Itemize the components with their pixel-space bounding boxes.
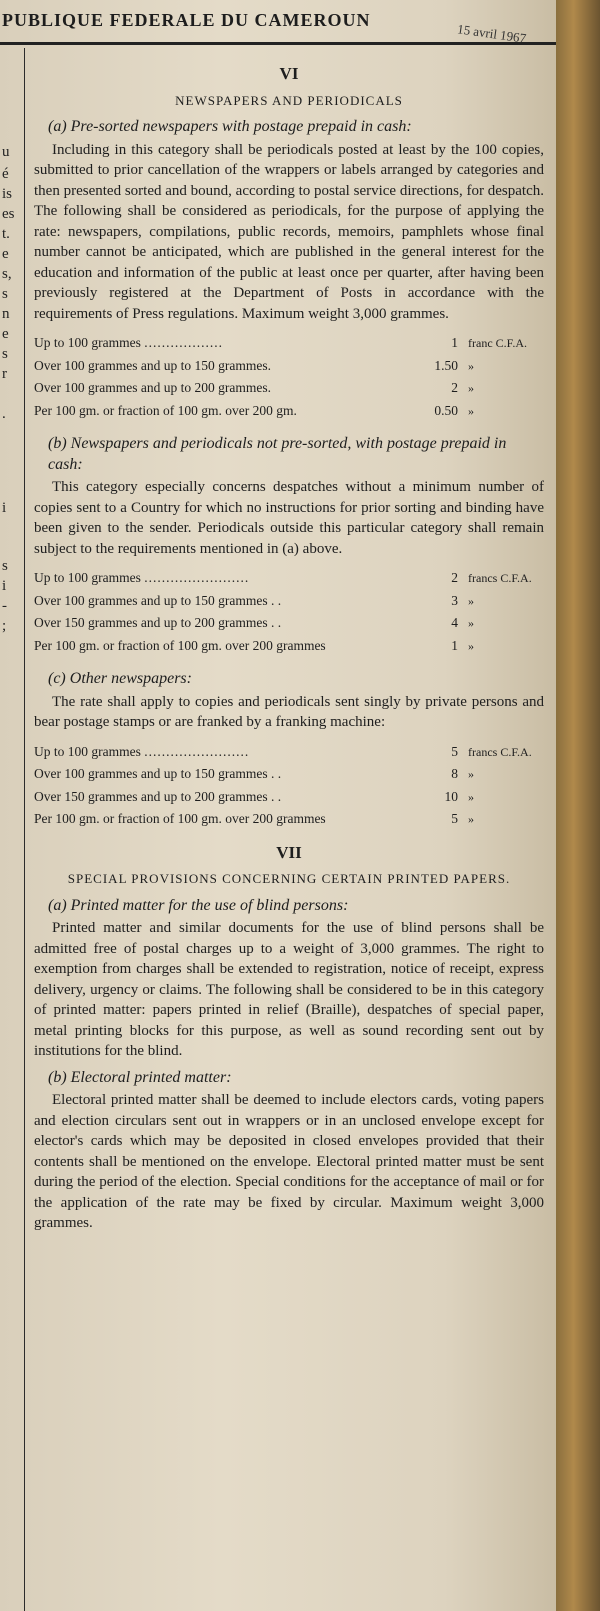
rate-label: Over 100 grammes and up to 200 grammes. (34, 380, 271, 395)
subsection-heading: (b) Newspapers and periodicals not pre-sorted, with postage prepaid in cash: (48, 435, 507, 473)
section-title: SPECIAL PROVISIONS CONCERNING CERTAIN PRINTED PAPERS. (67, 871, 511, 886)
rate-row (34, 741, 544, 764)
paragraph: Printed matter and similar documents for the use of blind persons shall be admitted free of postal charges up to a weight of 3,000 grammes. The right to exemption from charges shall be extended to registration, notice of receipt, express delivery, urgency or claims. The following shall be considered to be in this category of printed matter: papers printed in relief (Braille), despatches of special paper, metal printing blocks for this purpose, as well as sound recording sent out by institutions for the blind. (34, 920, 544, 1059)
rate-value: 5 (451, 743, 458, 759)
margin-fragment: n (2, 306, 10, 322)
rate-value: 1 (451, 637, 458, 653)
rate-value: 1 (451, 335, 458, 350)
margin-fragment: - (2, 598, 7, 614)
rate-value: 5 (451, 811, 458, 826)
paragraph: Including in this category shall be periodicals posted at least by the 100 copies, submitted to prior cancellation of the wrappers or labels arranged by categories and then presented sorted and bound, according to postal service directions, for despatch. The following shall be considered as periodicals, for the purpose of applying the rate: newspapers, compilations, public records, memoirs, pamphlets whose final number cannot be anticipated, which are published in the general interest for the education and information of the public at least once per quarter, after having been previously registered at the Department of Posts in accordance with the requirements of Press regulations. Maximum weight 3,000 grammes. (34, 141, 544, 322)
book-spine (556, 0, 600, 1611)
rate-value: 3 (451, 592, 458, 608)
margin-fragment: e (2, 246, 9, 262)
rate-label: Over 100 grammes and up to 150 grammes . . (34, 766, 282, 781)
rate-table (34, 567, 544, 657)
paragraph: This category especially concerns despatches without a minimum number of copies sent to a Country for which no instructions for prior sorting and binding have been given to the sender. Periodicals outside this particular category shall remain subject to the requirements mentioned in (a) above. (34, 479, 544, 557)
rate-unit: » (468, 403, 474, 418)
rate-value: 2 (451, 380, 458, 395)
rate-row (34, 763, 544, 786)
rate-row (34, 377, 544, 400)
rate-value: 8 (451, 766, 458, 781)
header-date: 15 avril 1967 (456, 21, 527, 46)
margin-fragment: s (2, 346, 8, 362)
rate-label: Over 150 grammes and up to 200 grammes . . (34, 615, 282, 630)
page-header (0, 6, 556, 45)
rate-unit: » (468, 593, 474, 608)
margin-fragment: i (2, 500, 7, 516)
leader-dots: ........................ (144, 570, 250, 585)
left-margin-column (0, 48, 25, 1611)
subsection-heading: (b) Electoral printed matter: (48, 1068, 232, 1086)
section-number: VI (279, 64, 299, 83)
subsection-heading: (a) Pre-sorted newspapers with postage prepaid in cash: (48, 118, 412, 135)
margin-fragment: e (2, 326, 9, 342)
rate-table (34, 741, 544, 831)
rate-row (34, 332, 544, 355)
rate-value: 2 (451, 570, 458, 585)
rate-label: Up to 100 grammes (34, 570, 141, 585)
rate-row (34, 808, 544, 831)
rate-unit: francs C.F.A. (468, 744, 532, 759)
rate-unit: » (468, 638, 474, 653)
rate-value: 1.50 (434, 357, 458, 373)
margin-fragment: r (2, 366, 7, 382)
rate-label: Up to 100 grammes (34, 743, 141, 759)
rate-value: 10 (444, 788, 458, 804)
margin-fragment: t. (2, 226, 10, 242)
rate-unit: francs C.F.A. (468, 571, 532, 585)
section-title: NEWSPAPERS AND PERIODICALS (175, 92, 403, 108)
rate-row (34, 635, 544, 658)
margin-fragment: u (2, 144, 10, 160)
margin-fragment: s, (2, 266, 12, 282)
rate-label: Per 100 gm. or fraction of 100 gm. over 200 grammes (34, 811, 326, 826)
rate-unit: franc C.F.A. (468, 336, 528, 350)
page-content (34, 60, 544, 1236)
paragraph: The rate shall apply to copies and periodicals sent singly by private persons and bear postage stamps or are franked by a franking machine: (34, 693, 544, 730)
section-number: VII (276, 842, 302, 862)
subsection-heading: (c) Other newspapers: (48, 670, 192, 687)
header-title: PUBLIQUE FEDERALE DU CAMEROUN (2, 10, 371, 30)
rate-table (34, 332, 544, 422)
rate-row (34, 567, 544, 590)
rate-unit: » (468, 358, 474, 373)
rate-row (34, 612, 544, 635)
margin-fragment: is (2, 186, 13, 202)
paragraph: Electoral printed matter shall be deemed to include electors cards, voting papers and election circulars sent out in wrappers or in an unclosed envelope except for elector's cards which may be deposited in closed envelopes provided that their contents shall be mentioned on the envelope. Electoral printed matter must be sent during the period of the election. Special conditions for the acceptance of mail or for the application of the rate may be fixed by circular. Maximum weight 3,000 grammes. (34, 1092, 544, 1231)
rate-unit: » (468, 812, 474, 826)
margin-fragment: es (2, 206, 15, 222)
margin-fragment: é (2, 166, 9, 182)
rate-label: Per 100 gm. or fraction of 100 gm. over 200 gm. (34, 402, 297, 418)
rate-label: Per 100 gm. or fraction of 100 gm. over 200 grammes (34, 637, 326, 653)
rate-unit: » (468, 789, 474, 804)
margin-fragment: s (2, 286, 8, 302)
margin-fragment: . (2, 406, 6, 422)
rate-row (34, 786, 544, 809)
margin-fragment: s (2, 558, 8, 574)
rate-row (34, 400, 544, 423)
rate-unit: » (468, 767, 474, 781)
rate-label: Up to 100 grammes (34, 335, 141, 350)
rate-row (34, 590, 544, 613)
rate-row (34, 355, 544, 378)
subsection-heading: (a) Printed matter for the use of blind persons: (48, 896, 349, 914)
leader-dots: ........................ (144, 743, 250, 759)
rate-value: 0.50 (434, 402, 458, 418)
rate-value: 4 (451, 615, 458, 630)
margin-fragment: ; (2, 618, 7, 634)
margin-fragment: i (2, 578, 7, 594)
rate-label: Over 150 grammes and up to 200 grammes . . (34, 788, 282, 804)
rate-label: Over 100 grammes and up to 150 grammes. (34, 357, 271, 373)
rate-unit: » (468, 381, 474, 395)
rate-label: Over 100 grammes and up to 150 grammes . . (34, 592, 282, 608)
leader-dots: .................. (144, 335, 223, 350)
rate-unit: » (468, 616, 474, 630)
